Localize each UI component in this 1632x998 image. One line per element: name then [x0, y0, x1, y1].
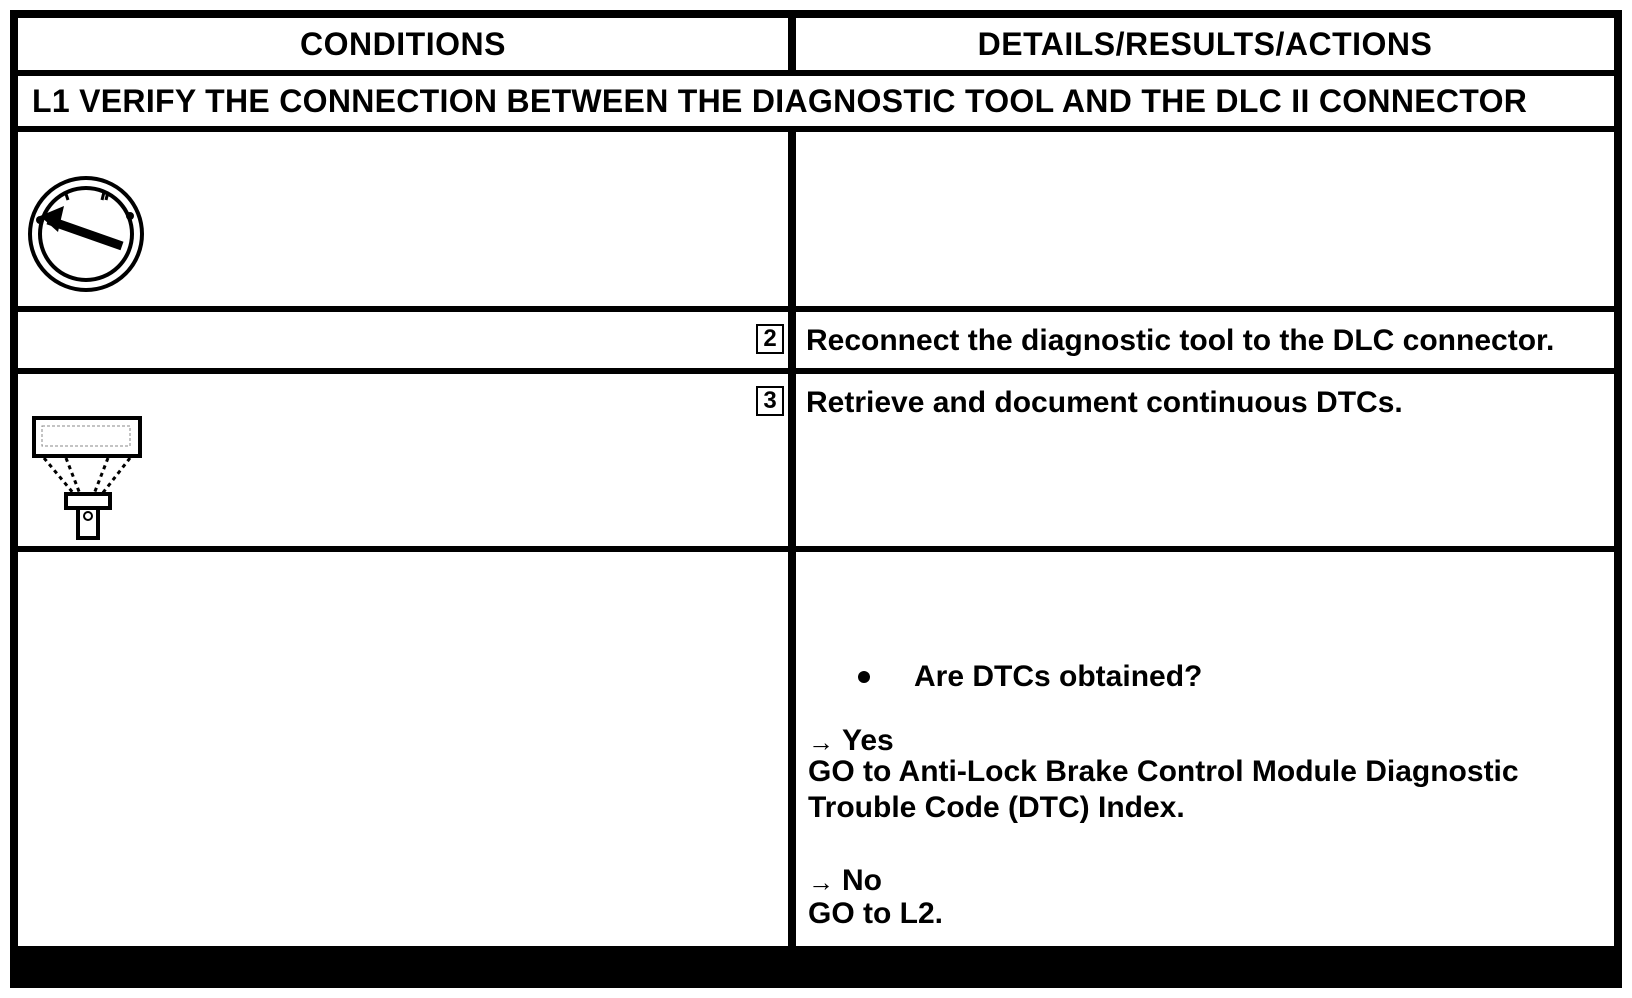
header-conditions-label: CONDITIONS	[300, 25, 506, 62]
step-2-number: 2	[756, 324, 784, 354]
answer-no-action	[808, 896, 943, 932]
bullet-icon	[858, 671, 870, 683]
answer-yes-text: Yes	[842, 724, 894, 757]
step-1-conditions	[18, 132, 788, 306]
step-3-details	[796, 374, 1614, 546]
question-details	[796, 552, 1614, 946]
question-text: Are DTCs obtained?	[914, 660, 1203, 693]
step-3-number: 3	[756, 386, 784, 416]
step-title: L1 VERIFY THE CONNECTION BETWEEN THE DIAGNOSTIC TOOL AND THE DLC II CONNECTOR	[32, 82, 1528, 119]
answer-no-text: No	[842, 864, 882, 897]
answer-yes-action	[808, 754, 1519, 826]
step-2-details	[796, 312, 1614, 368]
answer-no-action-line-1: GO to L2.	[808, 897, 943, 930]
answer-yes-action-line-1: GO to Anti-Lock Brake Control Module Diagnostic	[808, 755, 1519, 788]
question-item	[858, 660, 1202, 694]
answer-yes-action-line-2: Trouble Code (DTC) Index.	[808, 791, 1185, 824]
question-conditions	[18, 552, 788, 946]
arrow-right-icon: →	[808, 727, 834, 757]
answer-no-label	[808, 864, 882, 898]
answer-yes-label	[808, 724, 894, 758]
step-2-conditions	[18, 312, 788, 368]
arrow-right-icon: →	[808, 867, 834, 897]
step-2-action: Reconnect the diagnostic tool to the DLC connector.	[806, 324, 1555, 357]
header-details	[796, 18, 1614, 70]
header-conditions	[18, 18, 788, 70]
ignition-switch-icon	[26, 172, 156, 302]
step-3-action: Retrieve and document continuous DTCs.	[806, 386, 1403, 419]
diagnostic-tool-icon	[30, 412, 150, 542]
step-title-row	[18, 76, 1614, 126]
step-3-conditions	[18, 374, 788, 546]
step-1-details	[796, 132, 1614, 306]
header-details-label: DETAILS/RESULTS/ACTIONS	[977, 25, 1433, 62]
procedure-table	[10, 10, 1622, 988]
